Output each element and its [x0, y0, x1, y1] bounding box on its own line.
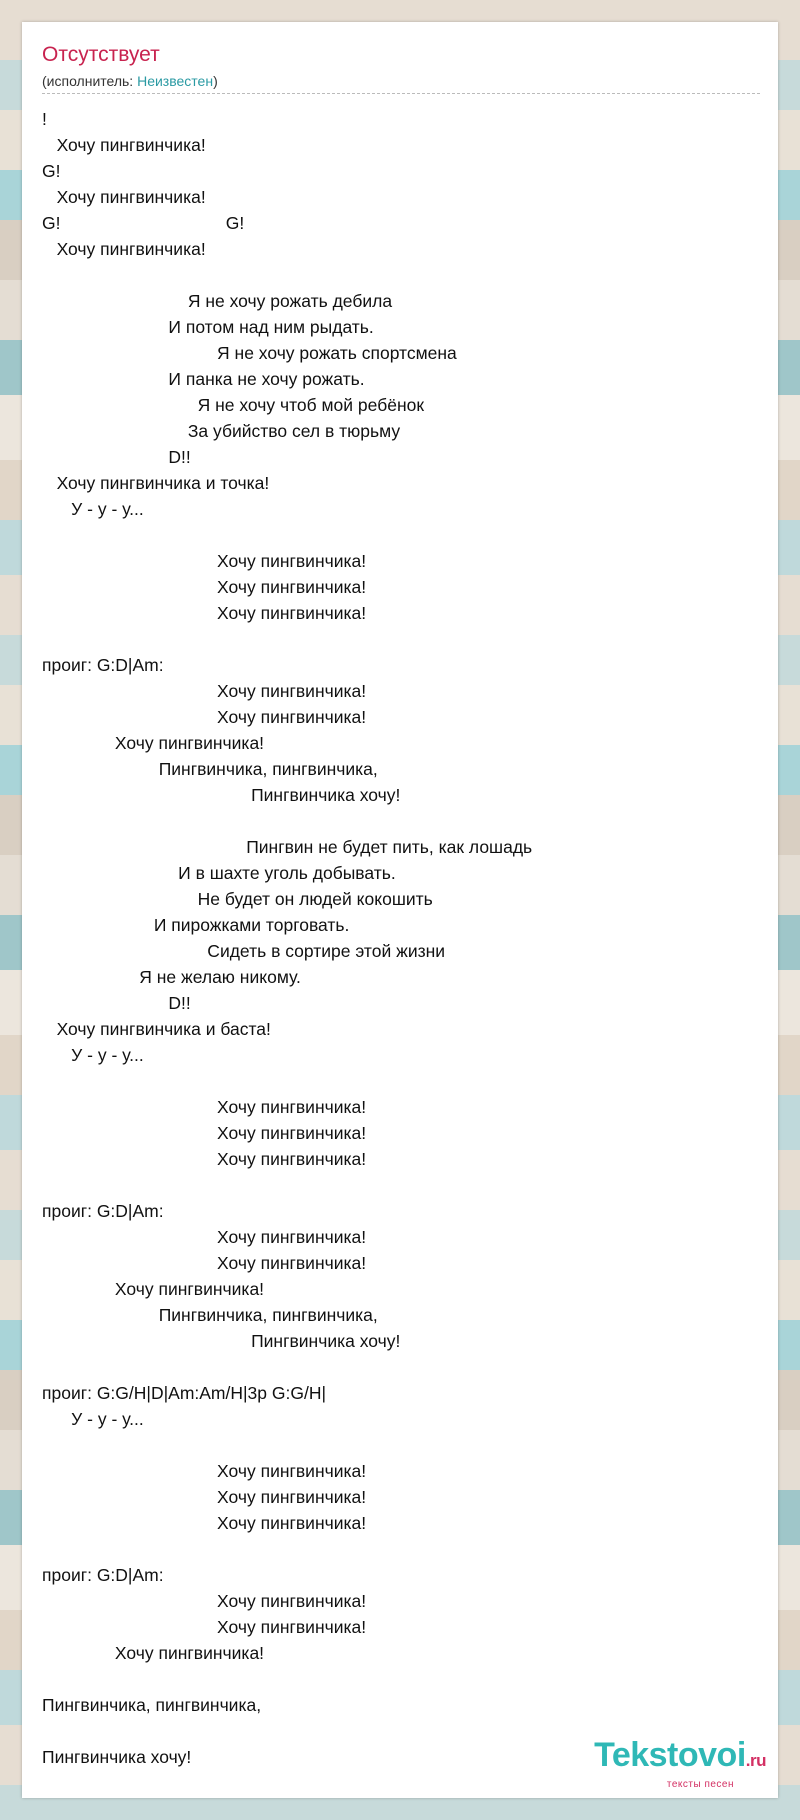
- logo-name: Tekstovoi: [594, 1736, 746, 1774]
- song-lyrics: ! Хочу пингвинчика! G! Хочу пингвинчика! G! G! Хочу пингвинчика! Я не хочу рожать дебила И потом над ним рыдать. Я не хочу рожать спортсмена И панка не хочу рожать. Я не хочу чтоб мой ребёнок За убийство сел в тюрьму D!! Хочу пингвинчика и точка! У - у - у... Хочу пингвинчика! Хочу пингвинчика! Хочу пингвинчика! проиг: G:D|Am: Хочу пингвинчика! Хочу пингвинчика! Хочу пингвинчика! Пингвинчика, пингвинчика, Пингвинчика хочу! Пингвин не будет пить, как лошадь И в шахте уголь добывать. Не будет он людей кокошить И пирожками торговать. Сидеть в сортире этой жизни Я не желаю никому. D!! Хочу пингвинчика и баста! У - у - у... Хочу пингвинчика! Хочу пингвинчика! Хочу пингвинчика! проиг: G:D|Am: Хочу пингвинчика! Хочу пингвинчика! Хочу пингвинчика! Пингвинчика, пингвинчика, Пингвинчика хочу! проиг: G:G/H|D|Am:Am/H|3р G:G/H| У - у - у... Хочу пингвинчика! Хочу пингвинчика! Хочу пингвинчика! проиг: G:D|Am: Хочу пингвинчика! Хочу пингвинчика! Хочу пингвинчика! Пингвинчика, пингвинчика, Пингвинчика хочу!: [42, 109, 533, 1767]
- performer-line: [42, 72, 218, 90]
- lyrics-card: [22, 22, 778, 1798]
- title-divider: [42, 93, 760, 94]
- performer-suffix: ): [213, 73, 218, 89]
- logo-suffix: .ru: [745, 1751, 766, 1770]
- site-logo[interactable]: [594, 1737, 766, 1790]
- song-title: Отсутствует: [42, 43, 160, 66]
- logo-wordmark: [594, 1737, 766, 1779]
- performer-prefix: (исполнитель:: [42, 73, 138, 89]
- performer-link[interactable]: Неизвестен: [137, 73, 214, 89]
- logo-tagline: тексты песен: [666, 1779, 734, 1790]
